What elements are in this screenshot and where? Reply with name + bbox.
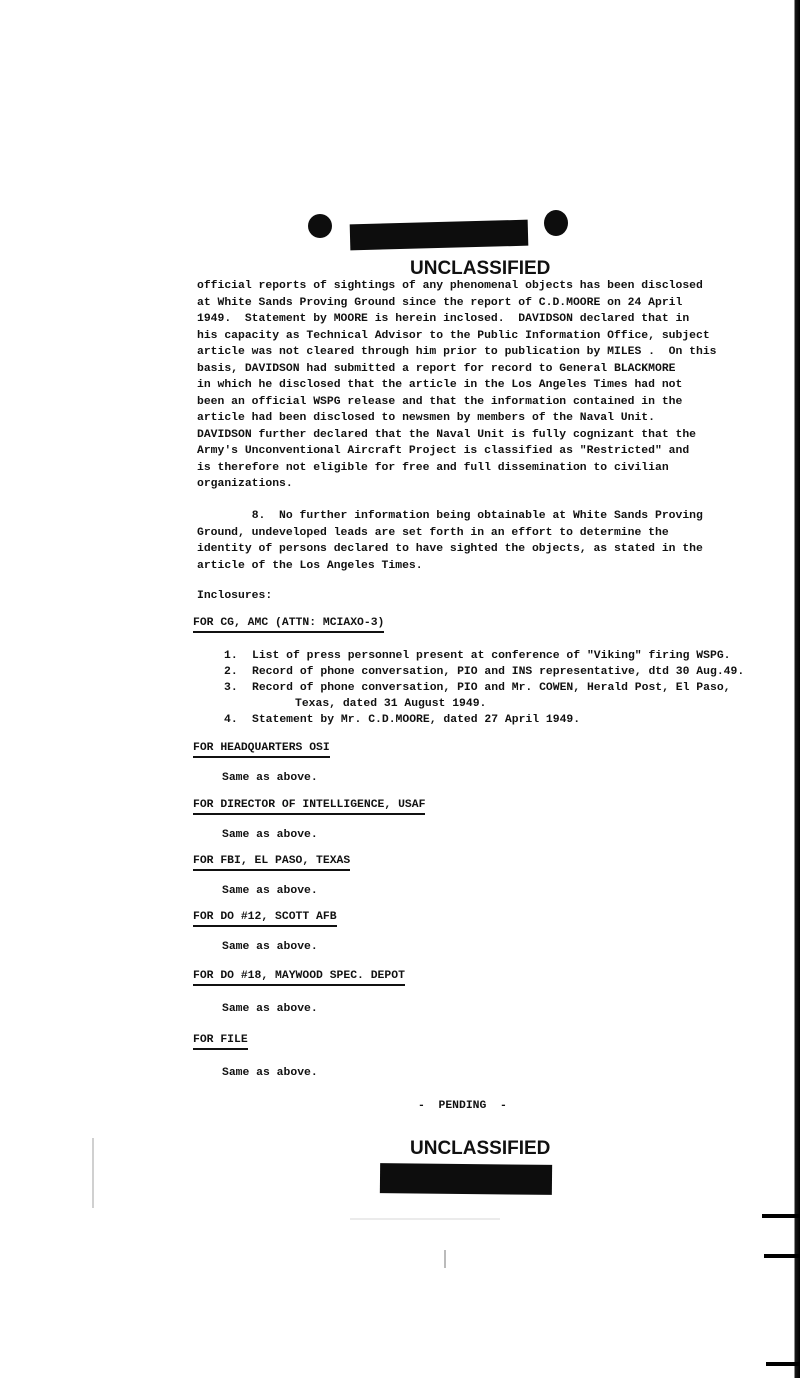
enclosure-item: [224, 648, 731, 665]
enclosure-item-continuation: [224, 696, 486, 713]
scan-artifact: [92, 1138, 94, 1208]
distribution-note: Same as above.: [222, 772, 318, 784]
redaction-bar: [380, 1163, 552, 1195]
scan-artifact: [350, 1218, 500, 1220]
classification-stamp-bottom: UNCLASSIFIED: [410, 1138, 551, 1159]
enclosure-text-continuation: Texas, dated 31 August 1949.: [295, 698, 487, 710]
redaction-bar: [350, 220, 529, 251]
enclosure-text: Record of phone conversation, PIO and INS representative, dtd 30 Aug.49.: [252, 666, 745, 678]
enclosure-item: [224, 712, 580, 729]
redaction-mark: [544, 210, 568, 236]
enclosure-number: 4.: [224, 714, 238, 726]
inclosures-label: Inclosures:: [197, 590, 273, 602]
enclosure-number: 2.: [224, 666, 238, 678]
enclosure-heading: FOR CG, AMC (ATTN: MCIAXO-3): [193, 617, 384, 633]
distribution-heading: FOR FILE: [193, 1034, 248, 1050]
enclosure-item: [224, 664, 744, 681]
enclosure-text: List of press personnel present at conference of "Viking" firing WSPG.: [252, 650, 731, 662]
enclosure-text: Statement by Mr. C.D.MOORE, dated 27 April 1949.: [252, 714, 581, 726]
distribution-note: Same as above.: [222, 829, 318, 841]
paragraph-8: 8. No further information being obtainable at White Sands Proving Ground, undeveloped leads are set forth in an effort to determine the identity of persons declared to have sighted the objects, as stated in the article of the Los Angeles Times.: [197, 510, 703, 572]
paragraph-continuation: official reports of sightings of any phenomenal objects has been disclosed at White Sands Proving Ground since the report of C.D.MOORE on 24 April 1949. Statement by MOORE is herein inclosed. DAVIDSON declared that in his capacity as Technical Advisor to the Public Information Office, subject article was not cleared through him prior to publication by MILES . On this basis, DAVIDSON had submitted a report for record to General BLACKMORE in which he disclosed that the article in the Los Angeles Times had not been an official WSPG release and that the information contained in the article had been disclosed to newsmen by members of the Naval Unit. DAVIDSON further declared that the Naval Unit is fully cognizant that the Army's Unconventional Aircraft Project is classified as "Restricted" and is therefore not eligible for free and full dissemination to civilian organizations.: [197, 280, 717, 490]
enclosure-number: 3.: [224, 682, 238, 694]
status-pending: - PENDING -: [418, 1100, 507, 1112]
distribution-heading: FOR DIRECTOR OF INTELLIGENCE, USAF: [193, 799, 425, 815]
enclosure-number: 1.: [224, 650, 238, 662]
scan-edge-mark: [766, 1362, 800, 1366]
enclosure-text: Record of phone conversation, PIO and Mr. COWEN, Herald Post, El Paso,: [252, 682, 731, 694]
scan-edge-mark: [764, 1254, 800, 1258]
distribution-heading: FOR DO #12, SCOTT AFB: [193, 911, 337, 927]
redaction-mark: [308, 214, 332, 238]
distribution-note: Same as above.: [222, 885, 318, 897]
distribution-heading: FOR FBI, EL PASO, TEXAS: [193, 855, 350, 871]
distribution-heading: FOR HEADQUARTERS OSI: [193, 742, 330, 758]
distribution-note: Same as above.: [222, 1003, 318, 1015]
classification-stamp-top: UNCLASSIFIED: [410, 258, 551, 279]
scan-edge-mark: [762, 1214, 800, 1218]
scan-artifact: [444, 1250, 446, 1268]
distribution-heading: FOR DO #18, MAYWOOD SPEC. DEPOT: [193, 970, 405, 986]
scan-page-edge: [782, 0, 800, 1378]
distribution-note: Same as above.: [222, 941, 318, 953]
distribution-note: Same as above.: [222, 1067, 318, 1079]
enclosure-item: [224, 680, 731, 697]
